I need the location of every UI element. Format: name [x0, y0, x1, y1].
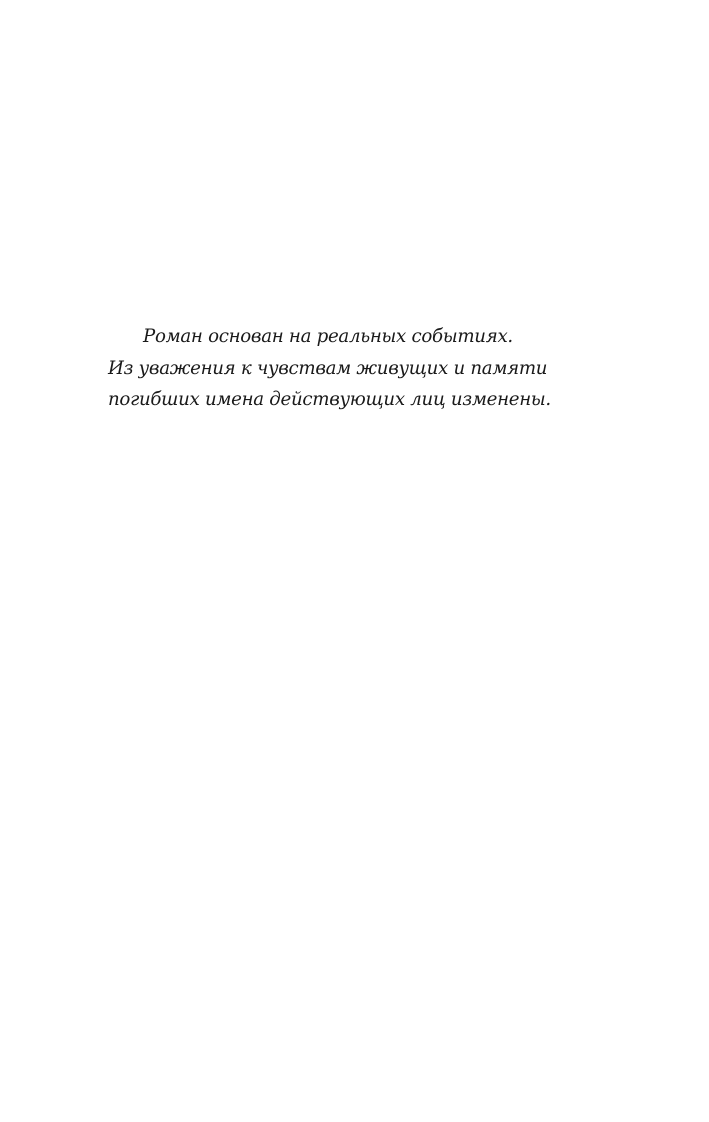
disclaimer-line-2: Из уважения к чувствам живущих и памяти	[108, 357, 548, 379]
disclaimer-note	[108, 321, 568, 416]
disclaimer-line-3: погибших имена действующих лиц изменены.	[108, 389, 551, 410]
disclaimer-line-1: Роман основан на реальных событиях.	[143, 326, 513, 347]
